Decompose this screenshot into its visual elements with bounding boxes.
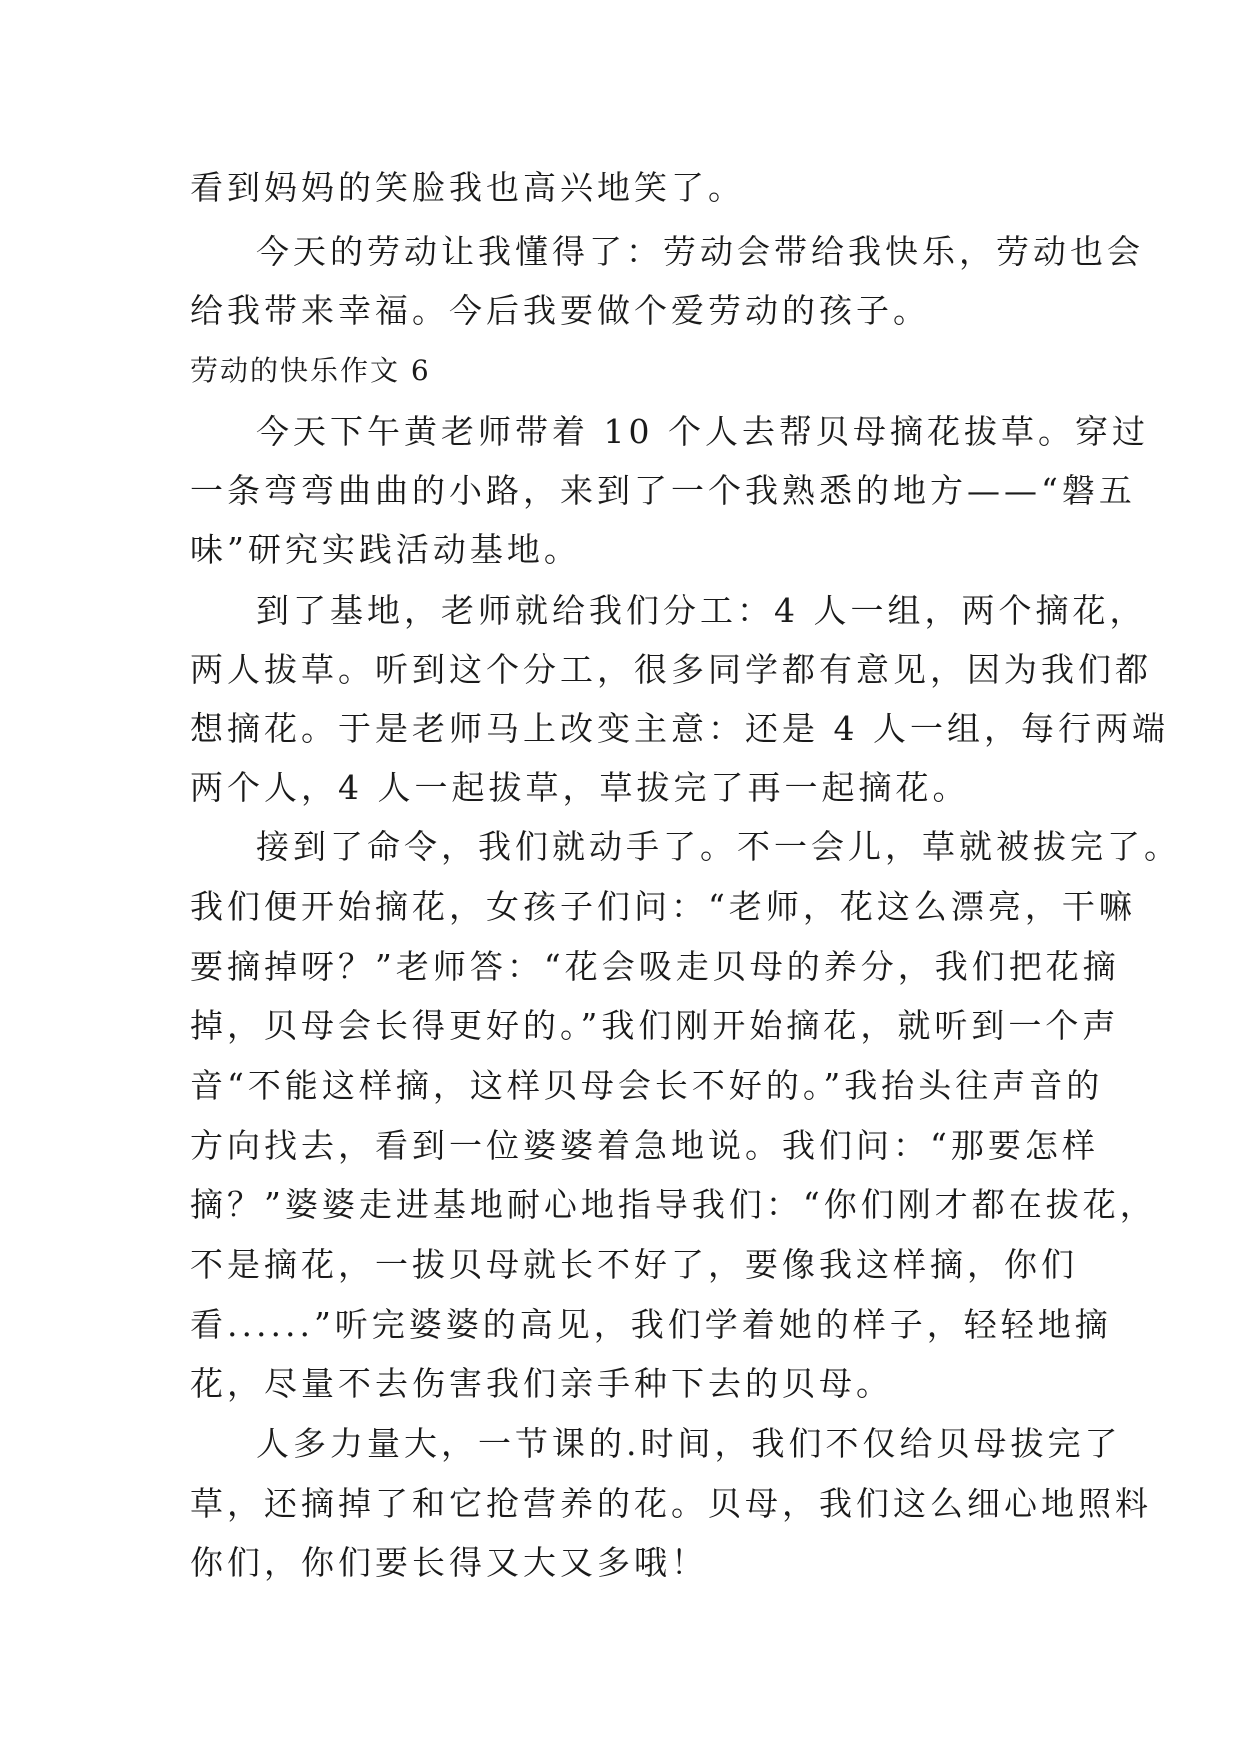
- paragraph-line: 今天的劳动让我懂得了：劳动会带给我快乐，劳动也会: [256, 232, 1144, 271]
- paragraph-line: 不是摘花，一拔贝母就长不好了，要像我这样摘，你们: [190, 1245, 1078, 1284]
- paragraph-line: 我们便开始摘花，女孩子们问：“老师，花这么漂亮，干嘛: [190, 887, 1136, 926]
- paragraph-line: 一条弯弯曲曲的小路，来到了一个我熟悉的地方——“磐五: [190, 471, 1136, 510]
- paragraph-line: 接到了命令，我们就动手了。不一会儿，草就被拔完了。: [256, 827, 1181, 866]
- paragraph-line: 要摘掉呀？”老师答：“花会吸走贝母的养分，我们把花摘: [190, 947, 1120, 986]
- paragraph-line: 看到妈妈的笑脸我也高兴地笑了。: [190, 168, 745, 207]
- paragraph-line: 花，尽量不去伤害我们亲手种下去的贝母。: [190, 1364, 893, 1403]
- paragraph-line: 看......”听完婆婆的高见，我们学着她的样子，轻轻地摘: [190, 1305, 1112, 1344]
- paragraph-line: 音“不能这样摘，这样贝母会长不好的。”我抬头往声音的: [190, 1066, 1104, 1105]
- paragraph-line: 人多力量大，一节课的.时间，我们不仅给贝母拔完了: [256, 1424, 1122, 1463]
- paragraph-line: 今天下午黄老师带着 10 个人去帮贝母摘花拔草。穿过: [256, 412, 1149, 451]
- paragraph-line: 摘？”婆婆走进基地耐心地指导我们：“你们刚才都在拔花，: [190, 1185, 1157, 1224]
- paragraph-line: 两人拔草。听到这个分工，很多同学都有意见，因为我们都: [190, 650, 1152, 689]
- paragraph-line: 想摘花。于是老师马上改变主意：还是 4 人一组，每行两端: [190, 709, 1169, 748]
- paragraph-line: 给我带来幸福。今后我要做个爱劳动的孩子。: [190, 291, 930, 330]
- paragraph-line: 到了基地，老师就给我们分工：4 人一组，两个摘花，: [256, 591, 1147, 630]
- paragraph-line: 两个人，4 人一起拔草，草拔完了再一起摘花。: [190, 768, 970, 807]
- paragraph-line: 方向找去，看到一位婆婆着急地说。我们问：“那要怎样: [190, 1126, 1099, 1165]
- paragraph-line: 掉，贝母会长得更好的。”我们刚开始摘花，就听到一个声: [190, 1006, 1120, 1045]
- paragraph-line: 你们，你们要长得又大又多哦！: [190, 1543, 708, 1582]
- paragraph-line: 味”研究实践活动基地。: [190, 530, 581, 569]
- paragraph-line: 草，还摘掉了和它抢营养的花。贝母，我们这么细心地照料: [190, 1484, 1152, 1523]
- section-title: 劳动的快乐作文 6: [190, 354, 431, 387]
